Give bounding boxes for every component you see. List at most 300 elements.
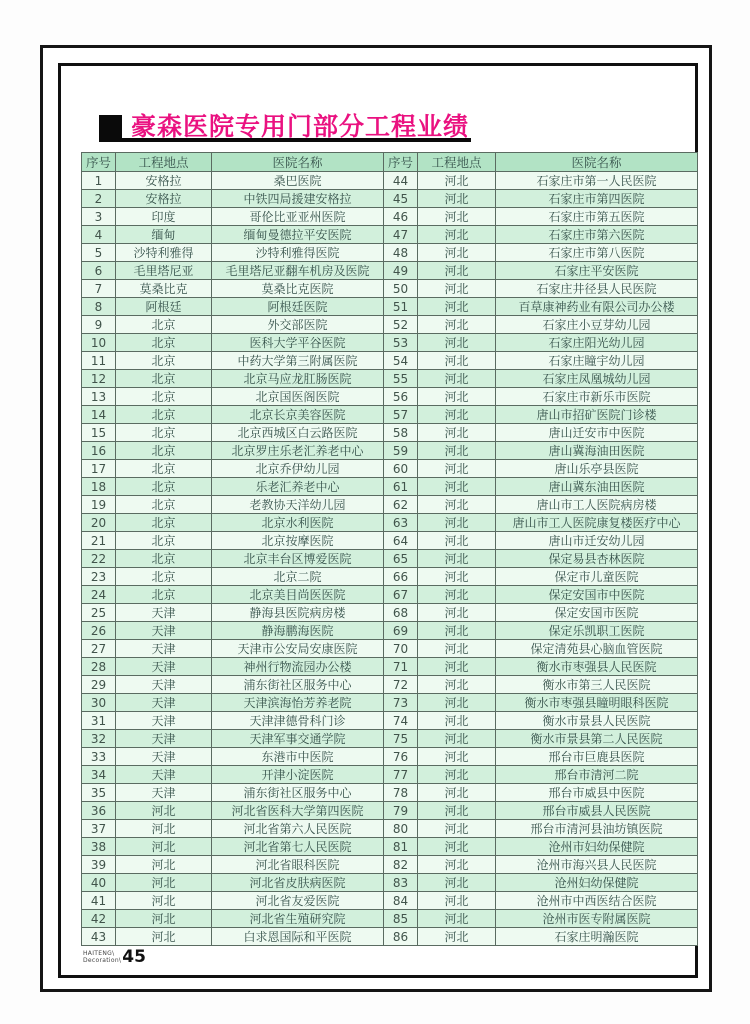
table-row (82, 388, 698, 406)
location-cell: 河北 (418, 622, 496, 640)
serial-cell: 71 (384, 658, 418, 676)
table-row (82, 874, 698, 892)
table-row (82, 478, 698, 496)
location-cell: 河北 (418, 388, 496, 406)
hospital-name-cell: 石家庄明瀚医院 (496, 928, 698, 946)
serial-cell: 53 (384, 334, 418, 352)
hospital-name-cell: 莫桑比克医院 (212, 280, 384, 298)
location-cell: 毛里塔尼亚 (116, 262, 212, 280)
table-row (82, 838, 698, 856)
hospital-name-cell: 中铁四局援建安格拉 (212, 190, 384, 208)
location-cell: 北京 (116, 586, 212, 604)
table-row (82, 604, 698, 622)
location-cell: 北京 (116, 388, 212, 406)
hospital-name-cell: 浦东街社区服务中心 (212, 676, 384, 694)
table-row (82, 892, 698, 910)
location-cell: 河北 (418, 820, 496, 838)
serial-cell: 40 (82, 874, 116, 892)
serial-cell: 8 (82, 298, 116, 316)
location-cell: 河北 (116, 820, 212, 838)
hospital-name-cell: 沧州市中西医结合医院 (496, 892, 698, 910)
location-cell: 河北 (418, 658, 496, 676)
hospital-name-cell: 天津军事交通学院 (212, 730, 384, 748)
serial-cell: 85 (384, 910, 418, 928)
location-cell: 河北 (418, 766, 496, 784)
location-cell: 河北 (418, 676, 496, 694)
location-cell: 河北 (418, 226, 496, 244)
serial-cell: 76 (384, 748, 418, 766)
inner-border-frame (58, 63, 698, 978)
table-row (82, 928, 698, 946)
hospital-name-cell: 沧州妇幼保健院 (496, 874, 698, 892)
location-cell: 北京 (116, 496, 212, 514)
hospital-name-cell: 河北省第六人民医院 (212, 820, 384, 838)
serial-cell: 54 (384, 352, 418, 370)
location-cell: 河北 (418, 910, 496, 928)
table-row (82, 550, 698, 568)
serial-cell: 46 (384, 208, 418, 226)
location-cell: 河北 (418, 244, 496, 262)
serial-cell: 28 (82, 658, 116, 676)
hospital-name-cell: 缅甸曼德拉平安医院 (212, 226, 384, 244)
location-cell: 安格拉 (116, 172, 212, 190)
hospital-name-cell: 邢台市清河县油坊镇医院 (496, 820, 698, 838)
serial-cell: 59 (384, 442, 418, 460)
location-cell: 河北 (418, 172, 496, 190)
serial-cell: 24 (82, 586, 116, 604)
serial-cell: 22 (82, 550, 116, 568)
hospital-name-cell: 保定安国市中医院 (496, 586, 698, 604)
hospital-name-cell: 衡水市枣强县人民医院 (496, 658, 698, 676)
location-cell: 河北 (418, 856, 496, 874)
location-cell: 北京 (116, 334, 212, 352)
serial-cell: 9 (82, 316, 116, 334)
location-cell: 安格拉 (116, 190, 212, 208)
serial-cell: 19 (82, 496, 116, 514)
hospital-name-cell: 唐山冀东油田医院 (496, 478, 698, 496)
location-cell: 印度 (116, 208, 212, 226)
hospital-name-cell: 河北省眼科医院 (212, 856, 384, 874)
serial-cell: 63 (384, 514, 418, 532)
hospital-name-cell: 沧州市医专附属医院 (496, 910, 698, 928)
location-cell: 北京 (116, 568, 212, 586)
serial-cell: 79 (384, 802, 418, 820)
hospital-name-cell: 北京长京美容医院 (212, 406, 384, 424)
header-hospital-right: 医院名称 (496, 153, 698, 172)
serial-cell: 58 (384, 424, 418, 442)
table-row (82, 334, 698, 352)
table-row (82, 370, 698, 388)
hospital-name-cell: 河北省生殖研究院 (212, 910, 384, 928)
hospital-name-cell: 河北省友爱医院 (212, 892, 384, 910)
serial-cell: 64 (384, 532, 418, 550)
table-header-row (82, 153, 698, 172)
hospital-name-cell: 河北省第七人民医院 (212, 838, 384, 856)
location-cell: 河北 (418, 784, 496, 802)
hospital-name-cell: 桑巴医院 (212, 172, 384, 190)
serial-cell: 32 (82, 730, 116, 748)
serial-cell: 12 (82, 370, 116, 388)
table-row (82, 568, 698, 586)
hospital-name-cell: 石家庄市第六医院 (496, 226, 698, 244)
hospital-name-cell: 保定易县杏林医院 (496, 550, 698, 568)
serial-cell: 23 (82, 568, 116, 586)
table-row (82, 496, 698, 514)
location-cell: 莫桑比克 (116, 280, 212, 298)
serial-cell: 57 (384, 406, 418, 424)
location-cell: 河北 (418, 316, 496, 334)
hospital-name-cell: 石家庄市第八医院 (496, 244, 698, 262)
location-cell: 北京 (116, 352, 212, 370)
hospital-name-cell: 北京二院 (212, 568, 384, 586)
table-row (82, 406, 698, 424)
hospital-name-cell: 石家庄市第五医院 (496, 208, 698, 226)
serial-cell: 72 (384, 676, 418, 694)
hospital-name-cell: 唐山市迁安幼儿园 (496, 532, 698, 550)
location-cell: 河北 (418, 874, 496, 892)
hospital-name-cell: 唐山冀海油田医院 (496, 442, 698, 460)
hospital-name-cell: 衡水市景县人民医院 (496, 712, 698, 730)
table-row (82, 172, 698, 190)
hospital-name-cell: 外交部医院 (212, 316, 384, 334)
serial-cell: 82 (384, 856, 418, 874)
serial-cell: 65 (384, 550, 418, 568)
serial-cell: 67 (384, 586, 418, 604)
hospital-name-cell: 石家庄市新乐市医院 (496, 388, 698, 406)
serial-cell: 1 (82, 172, 116, 190)
hospital-name-cell: 静海鹏海医院 (212, 622, 384, 640)
serial-cell: 80 (384, 820, 418, 838)
hospital-name-cell: 天津市公安局安康医院 (212, 640, 384, 658)
table-row (82, 424, 698, 442)
hospital-name-cell: 河北省皮肤病医院 (212, 874, 384, 892)
location-cell: 河北 (418, 838, 496, 856)
hospital-name-cell: 北京美目尚医医院 (212, 586, 384, 604)
hospital-name-cell: 开津小淀医院 (212, 766, 384, 784)
location-cell: 河北 (116, 856, 212, 874)
location-cell: 河北 (418, 532, 496, 550)
location-cell: 河北 (116, 928, 212, 946)
serial-cell: 27 (82, 640, 116, 658)
hospital-name-cell: 静海县医院病房楼 (212, 604, 384, 622)
location-cell: 北京 (116, 514, 212, 532)
table-row (82, 316, 698, 334)
table-row (82, 856, 698, 874)
serial-cell: 70 (384, 640, 418, 658)
serial-cell: 44 (384, 172, 418, 190)
serial-cell: 77 (384, 766, 418, 784)
hospital-name-cell: 乐老汇养老中心 (212, 478, 384, 496)
location-cell: 河北 (418, 298, 496, 316)
table-body (82, 172, 698, 946)
hospital-name-cell: 北京国医阁医院 (212, 388, 384, 406)
location-cell: 北京 (116, 316, 212, 334)
serial-cell: 56 (384, 388, 418, 406)
location-cell: 河北 (418, 370, 496, 388)
serial-cell: 31 (82, 712, 116, 730)
location-cell: 河北 (418, 730, 496, 748)
hospital-name-cell: 石家庄市第一人民医院 (496, 172, 698, 190)
location-cell: 天津 (116, 604, 212, 622)
hospital-name-cell: 邢台市威县人民医院 (496, 802, 698, 820)
table-row (82, 586, 698, 604)
location-cell: 天津 (116, 658, 212, 676)
serial-cell: 30 (82, 694, 116, 712)
serial-cell: 25 (82, 604, 116, 622)
table-row (82, 532, 698, 550)
location-cell: 河北 (116, 874, 212, 892)
serial-cell: 37 (82, 820, 116, 838)
serial-cell: 29 (82, 676, 116, 694)
serial-cell: 42 (82, 910, 116, 928)
hospital-name-cell: 沧州市妇幼保健院 (496, 838, 698, 856)
hospital-name-cell: 衡水市第三人民医院 (496, 676, 698, 694)
serial-cell: 66 (384, 568, 418, 586)
table-row (82, 514, 698, 532)
hospital-name-cell: 沧州市海兴县人民医院 (496, 856, 698, 874)
project-performance-table (81, 152, 698, 946)
location-cell: 河北 (418, 280, 496, 298)
hospital-name-cell: 哥伦比亚亚州医院 (212, 208, 384, 226)
outer-border-frame (40, 45, 712, 992)
table-row (82, 820, 698, 838)
location-cell: 天津 (116, 676, 212, 694)
hospital-name-cell: 毛里塔尼亚翻车机房及医院 (212, 262, 384, 280)
serial-cell: 15 (82, 424, 116, 442)
serial-cell: 16 (82, 442, 116, 460)
table-row (82, 766, 698, 784)
hospital-name-cell: 中药大学第三附属医院 (212, 352, 384, 370)
hospital-name-cell: 唐山乐亭县医院 (496, 460, 698, 478)
serial-cell: 81 (384, 838, 418, 856)
serial-cell: 61 (384, 478, 418, 496)
hospital-name-cell: 老教协天洋幼儿园 (212, 496, 384, 514)
serial-cell: 6 (82, 262, 116, 280)
serial-cell: 74 (384, 712, 418, 730)
hospital-name-cell: 石家庄小豆芽幼儿园 (496, 316, 698, 334)
location-cell: 河北 (418, 460, 496, 478)
table-row (82, 190, 698, 208)
table-row (82, 442, 698, 460)
location-cell: 河北 (418, 892, 496, 910)
location-cell: 河北 (116, 910, 212, 928)
location-cell: 河北 (418, 748, 496, 766)
serial-cell: 21 (82, 532, 116, 550)
location-cell: 河北 (418, 496, 496, 514)
location-cell: 天津 (116, 622, 212, 640)
location-cell: 河北 (116, 892, 212, 910)
location-cell: 河北 (418, 568, 496, 586)
table-row (82, 748, 698, 766)
serial-cell: 14 (82, 406, 116, 424)
table-row (82, 910, 698, 928)
serial-cell: 43 (82, 928, 116, 946)
serial-cell: 38 (82, 838, 116, 856)
serial-cell: 35 (82, 784, 116, 802)
brand-mark (83, 950, 121, 964)
location-cell: 河北 (418, 424, 496, 442)
page-title: 豪森医院专用门部分工程业绩 (131, 112, 470, 141)
hospital-name-cell: 石家庄井径县人民医院 (496, 280, 698, 298)
location-cell: 河北 (418, 640, 496, 658)
location-cell: 河北 (116, 802, 212, 820)
serial-cell: 5 (82, 244, 116, 262)
serial-cell: 7 (82, 280, 116, 298)
location-cell: 天津 (116, 694, 212, 712)
brand-line-2: Decoration\ (83, 957, 122, 964)
brand-line-1: HAITENG\ (83, 950, 115, 957)
location-cell: 河北 (418, 586, 496, 604)
location-cell: 河北 (418, 334, 496, 352)
table-row (82, 226, 698, 244)
serial-cell: 50 (384, 280, 418, 298)
location-cell: 河北 (418, 802, 496, 820)
table-row (82, 460, 698, 478)
hospital-name-cell: 阿根廷医院 (212, 298, 384, 316)
hospital-name-cell: 唐山迁安市中医院 (496, 424, 698, 442)
location-cell: 北京 (116, 532, 212, 550)
hospital-name-cell: 石家庄凤凰城幼儿园 (496, 370, 698, 388)
serial-cell: 3 (82, 208, 116, 226)
hospital-name-cell: 石家庄瞳宇幼儿园 (496, 352, 698, 370)
serial-cell: 69 (384, 622, 418, 640)
serial-cell: 51 (384, 298, 418, 316)
location-cell: 北京 (116, 442, 212, 460)
table-row (82, 658, 698, 676)
table-row (82, 298, 698, 316)
hospital-name-cell: 石家庄平安医院 (496, 262, 698, 280)
serial-cell: 11 (82, 352, 116, 370)
hospital-name-cell: 北京罗庄乐老汇养老中心 (212, 442, 384, 460)
location-cell: 北京 (116, 550, 212, 568)
serial-cell: 47 (384, 226, 418, 244)
location-cell: 天津 (116, 712, 212, 730)
location-cell: 河北 (418, 352, 496, 370)
hospital-name-cell: 北京乔伊幼儿园 (212, 460, 384, 478)
hospital-name-cell: 北京按摩医院 (212, 532, 384, 550)
serial-cell: 34 (82, 766, 116, 784)
location-cell: 北京 (116, 460, 212, 478)
serial-cell: 73 (384, 694, 418, 712)
hospital-name-cell: 医科大学平谷医院 (212, 334, 384, 352)
location-cell: 北京 (116, 478, 212, 496)
serial-cell: 41 (82, 892, 116, 910)
location-cell: 河北 (418, 712, 496, 730)
hospital-name-cell: 北京水利医院 (212, 514, 384, 532)
hospital-name-cell: 衡水市景县第二人民医院 (496, 730, 698, 748)
serial-cell: 83 (384, 874, 418, 892)
table-row (82, 694, 698, 712)
hospital-name-cell: 邢台市巨鹿县医院 (496, 748, 698, 766)
table-row (82, 352, 698, 370)
location-cell: 北京 (116, 424, 212, 442)
serial-cell: 75 (384, 730, 418, 748)
serial-cell: 48 (384, 244, 418, 262)
location-cell: 河北 (418, 406, 496, 424)
location-cell: 河北 (418, 694, 496, 712)
serial-cell: 49 (384, 262, 418, 280)
location-cell: 天津 (116, 766, 212, 784)
location-cell: 河北 (418, 208, 496, 226)
hospital-name-cell: 天津滨海怡芳养老院 (212, 694, 384, 712)
serial-cell: 26 (82, 622, 116, 640)
page-footer (83, 947, 146, 967)
location-cell: 阿根廷 (116, 298, 212, 316)
serial-cell: 60 (384, 460, 418, 478)
location-cell: 河北 (418, 478, 496, 496)
location-cell: 天津 (116, 730, 212, 748)
hospital-name-cell: 保定市儿童医院 (496, 568, 698, 586)
hospital-name-cell: 保定清苑县心脑血管医院 (496, 640, 698, 658)
header-serial-right: 序号 (384, 153, 418, 172)
serial-cell: 13 (82, 388, 116, 406)
title-bullet-square-icon (99, 115, 122, 138)
serial-cell: 4 (82, 226, 116, 244)
location-cell: 沙特利雅得 (116, 244, 212, 262)
page-number: 45 (122, 947, 146, 967)
hospital-name-cell: 保定安国市医院 (496, 604, 698, 622)
table-row (82, 676, 698, 694)
hospital-name-cell: 邢台市清河二院 (496, 766, 698, 784)
hospital-name-cell: 沙特利雅得医院 (212, 244, 384, 262)
serial-cell: 45 (384, 190, 418, 208)
location-cell: 天津 (116, 784, 212, 802)
serial-cell: 17 (82, 460, 116, 478)
location-cell: 河北 (418, 262, 496, 280)
serial-cell: 62 (384, 496, 418, 514)
serial-cell: 86 (384, 928, 418, 946)
hospital-name-cell: 唐山市工人医院康复楼医疗中心 (496, 514, 698, 532)
location-cell: 天津 (116, 640, 212, 658)
hospital-name-cell: 唐山市工人医院病房楼 (496, 496, 698, 514)
hospital-name-cell: 石家庄阳光幼儿园 (496, 334, 698, 352)
hospital-name-cell: 北京西城区白云路医院 (212, 424, 384, 442)
location-cell: 河北 (418, 514, 496, 532)
table-row (82, 280, 698, 298)
serial-cell: 10 (82, 334, 116, 352)
hospital-name-cell: 衡水市枣强县瞳明眼科医院 (496, 694, 698, 712)
serial-cell: 2 (82, 190, 116, 208)
location-cell: 河北 (418, 442, 496, 460)
hospital-name-cell: 神州行物流园办公楼 (212, 658, 384, 676)
header-serial-left: 序号 (82, 153, 116, 172)
hospital-name-cell: 北京马应龙肛肠医院 (212, 370, 384, 388)
location-cell: 河北 (418, 604, 496, 622)
hospital-name-cell: 白求恩国际和平医院 (212, 928, 384, 946)
table-row (82, 622, 698, 640)
serial-cell: 18 (82, 478, 116, 496)
serial-cell: 55 (384, 370, 418, 388)
hospital-name-cell: 河北省医科大学第四医院 (212, 802, 384, 820)
location-cell: 河北 (418, 928, 496, 946)
hospital-name-cell: 唐山市招矿医院门诊楼 (496, 406, 698, 424)
location-cell: 天津 (116, 748, 212, 766)
table-row (82, 712, 698, 730)
location-cell: 河北 (418, 190, 496, 208)
serial-cell: 84 (384, 892, 418, 910)
location-cell: 北京 (116, 370, 212, 388)
table-row (82, 802, 698, 820)
hospital-name-cell: 浦东街社区服务中心 (212, 784, 384, 802)
hospital-name-cell: 百草康神药业有限公司办公楼 (496, 298, 698, 316)
table-row (82, 262, 698, 280)
hospital-name-cell: 天津津德骨科门诊 (212, 712, 384, 730)
serial-cell: 52 (384, 316, 418, 334)
hospital-name-cell: 北京丰台区博爱医院 (212, 550, 384, 568)
location-cell: 缅甸 (116, 226, 212, 244)
serial-cell: 20 (82, 514, 116, 532)
hospital-name-cell: 东港市中医院 (212, 748, 384, 766)
